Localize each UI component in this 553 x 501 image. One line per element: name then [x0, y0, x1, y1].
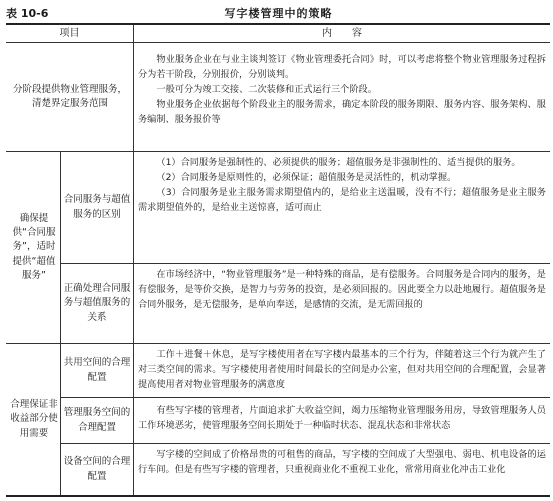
sub-label-text: 合同服务与超值服务的区别 [63, 194, 131, 220]
content-service-relationship [134, 268, 550, 313]
paragraph: （3）合同服务是业主服务需求期望值内的，是给业主送温暖，没有不行；超值服务是业主服务需求期望值外的，是给业主送惊喜，适可而止 [138, 186, 546, 213]
table-caption [6, 2, 551, 22]
header-item: 项目 [59, 28, 80, 39]
content-equipment-space [134, 448, 550, 478]
row-content-phased-service [134, 53, 550, 128]
strategy-table [6, 23, 550, 497]
sub-label-text: 管理服务空间的合理配置 [63, 407, 131, 433]
sub-label-service-difference [62, 152, 132, 263]
header-content: 内 容 [322, 28, 362, 39]
column-rule-sub [60, 151, 61, 495]
sub-label-management-space [62, 398, 132, 443]
sub-label-shared-space [62, 344, 132, 397]
row-label-phased-service [10, 43, 130, 151]
paragraph: （1）合同服务是强制性的、必须提供的服务；超值服务是非强制性的、适当提供的服务。 [156, 157, 521, 168]
content-service-difference [134, 156, 550, 216]
group-label-text: 确保提供“合同服务”，适时提供“超值服务” [12, 212, 56, 281]
content-shared-space [134, 348, 550, 393]
paragraph: 物业服务企业在与业主谈判签订《物业管理委托合同》时，可以考虑将整个物业管理服务过程拆分为若干阶段，分别报价，分别谈判。 [138, 54, 546, 80]
content-management-space [134, 404, 550, 434]
table-number: 表 10-6 [6, 7, 49, 20]
sub-label-text: 设备空间的合理配置 [63, 456, 131, 482]
paragraph: 物业服务企业依据每个阶段业主的服务需求，确定本阶段的服务期限、服务内容、服务架构、服务编制、服务报价等 [138, 98, 546, 125]
sub-label-service-relationship [62, 264, 132, 343]
table-title: 写字楼管理中的策略 [224, 7, 333, 20]
paragraph: 工作＋进餐＋休息，是写字楼使用者在写字楼内最基本的三个行为，伴随着这三个行为就产生了对三类空间的需求。写字楼使用者使用时间最长的空间是办公室，但对共用空间的合理配置，会显著提高使用者对物业管理服务的满意度 [138, 349, 546, 390]
group-label-non-revenue [8, 344, 60, 495]
paragraph: （2）合同服务是原则性的，必须保证；超值服务是灵活性的，机动掌握。 [156, 171, 457, 183]
group-label-contract-service [8, 152, 60, 343]
paragraph: 有些写字楼的管理者，片面追求扩大收益空间，竭力压缩物业管理服务用房，导致管理服务人员工作环境恶劣，使管理服务空间长期处于一种临时状态、混乱状态和非常状态 [138, 405, 546, 431]
group-label-text: 合理保证非收益部分使用需要 [10, 399, 58, 439]
sub-label-text: 共用空间的合理配置 [63, 357, 131, 383]
paragraph: 在市场经济中，“物业管理服务”是一种特殊的商品，是有偿服务。合同服务是合同内的服务，是有偿服务，是等价交换，是智力与劳务的投资，是必须回报的。因此要全力以赴地履行。超值服务是合同外服务，是无偿服务，是单向奉送，是感情的交流，是无需回报的 [138, 269, 546, 310]
paragraph: 一般可分为竣工交接、二次装修和正式运行三个阶段。 [156, 83, 377, 95]
sub-label-text: 正确处理合同服务与超值服务的关系 [63, 283, 131, 323]
paragraph: 写字楼的空间成了价格昂贵的可租售的商品，写字楼的空间成了大型强电、弱电、机电设备的运行车间。但是有些写字楼的管理者，只重视商业化不重视工业化，常常用商业化冲击工业化 [138, 449, 546, 475]
sub-label-equipment-space [62, 444, 132, 495]
row-label-text: 分阶段提供物业管理服务，清楚界定服务范围 [12, 83, 127, 109]
